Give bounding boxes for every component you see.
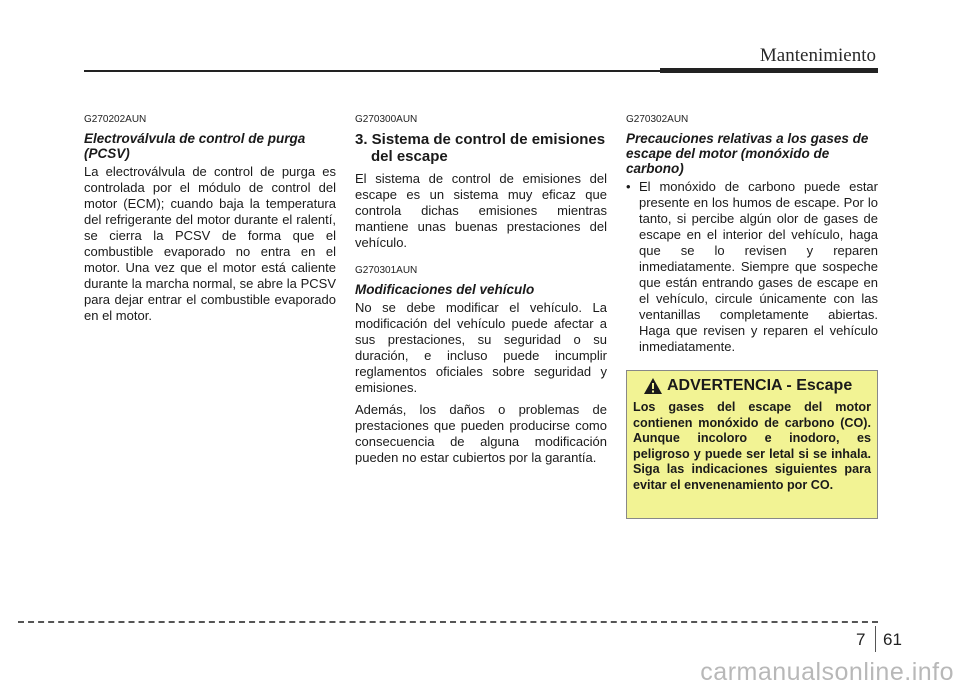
watermark: carmanualsonline.info xyxy=(700,658,954,686)
page-number-divider xyxy=(875,626,876,652)
paragraph: La electroválvula de control de purga es controlada por el módulo de control del motor (ECM); cuando baja la temperatura del refrigerante del motor durante el ralentí, se cierra la PCSV de forma que el combustible evaporado no entra en el motor. Una vez que el motor está caliente durante la marcha normal, se abre la PCSV para dejar entrar el combustible evaporado en el motor. xyxy=(84,164,336,323)
section-code: G270300AUN xyxy=(355,114,418,125)
bullet-mark: • xyxy=(626,179,631,194)
column-right xyxy=(626,114,878,355)
chapter-number: 7 xyxy=(856,630,866,649)
column-left xyxy=(84,114,336,330)
header-rule-accent xyxy=(660,68,878,73)
section-code: G270202AUN xyxy=(84,114,147,125)
subsection-title: Precauciones relativas a los gases de escape del motor (monóxido de carbono) xyxy=(626,131,869,176)
warning-box xyxy=(626,370,878,519)
column-middle xyxy=(355,114,607,472)
section-title: 3. Sistema de control de emisiones del escape xyxy=(355,131,606,165)
warning-text: Los gases del escape del motor contienen monóxido de carbono (CO). Aunque incoloro e inodoro, es peligroso y puede ser letal si se inhala. Siga las indicaciones siguientes para evitar el envenenamiento por CO. xyxy=(633,400,871,492)
warning-header xyxy=(633,377,871,395)
section-code: G270302AUN xyxy=(626,114,689,125)
paragraph: No se debe modificar el vehículo. La modificación del vehículo puede afectar a sus prestaciones, su seguridad o su duración, e incluso puede incumplir reglamentos oficiales sobre seguridad y emisiones. xyxy=(355,300,607,395)
page-number: 61 xyxy=(883,630,902,649)
paragraph: El sistema de control de emisiones del escape es un sistema muy eficaz que controla dichas emisiones mientras mantiene unas buenas prestaciones del vehículo. xyxy=(355,171,607,250)
warning-triangle-icon xyxy=(643,377,663,395)
running-header-title: Mantenimiento xyxy=(759,45,876,66)
footer-rule xyxy=(18,621,878,623)
bullet-item xyxy=(626,179,878,355)
header-rule xyxy=(84,70,662,72)
section-code: G270301AUN xyxy=(355,265,418,276)
subsection-title: Modificaciones del vehículo xyxy=(355,282,535,297)
bullet-text: El monóxido de carbono puede estar presente en los humos de escape. Por lo tanto, si percibe algún olor de gases de escape en el interior del vehículo, haga que se lo revisen y reparen inmediatamente. Siempre que sospeche que están entrando gases de escape en el vehículo, circule únicamente con las ventanillas completamente abiertas. Haga que revisen y reparen el vehículo inmediatamente. xyxy=(639,179,878,354)
subsection-title: Electroválvula de control de purga (PCSV) xyxy=(84,131,306,161)
warning-title: ADVERTENCIA - Escape xyxy=(667,377,853,394)
paragraph: Además, los daños o problemas de prestaciones que pueden producirse como consecuencia de alguna modificación pueden no estar cubiertos por la garantía. xyxy=(355,402,607,465)
